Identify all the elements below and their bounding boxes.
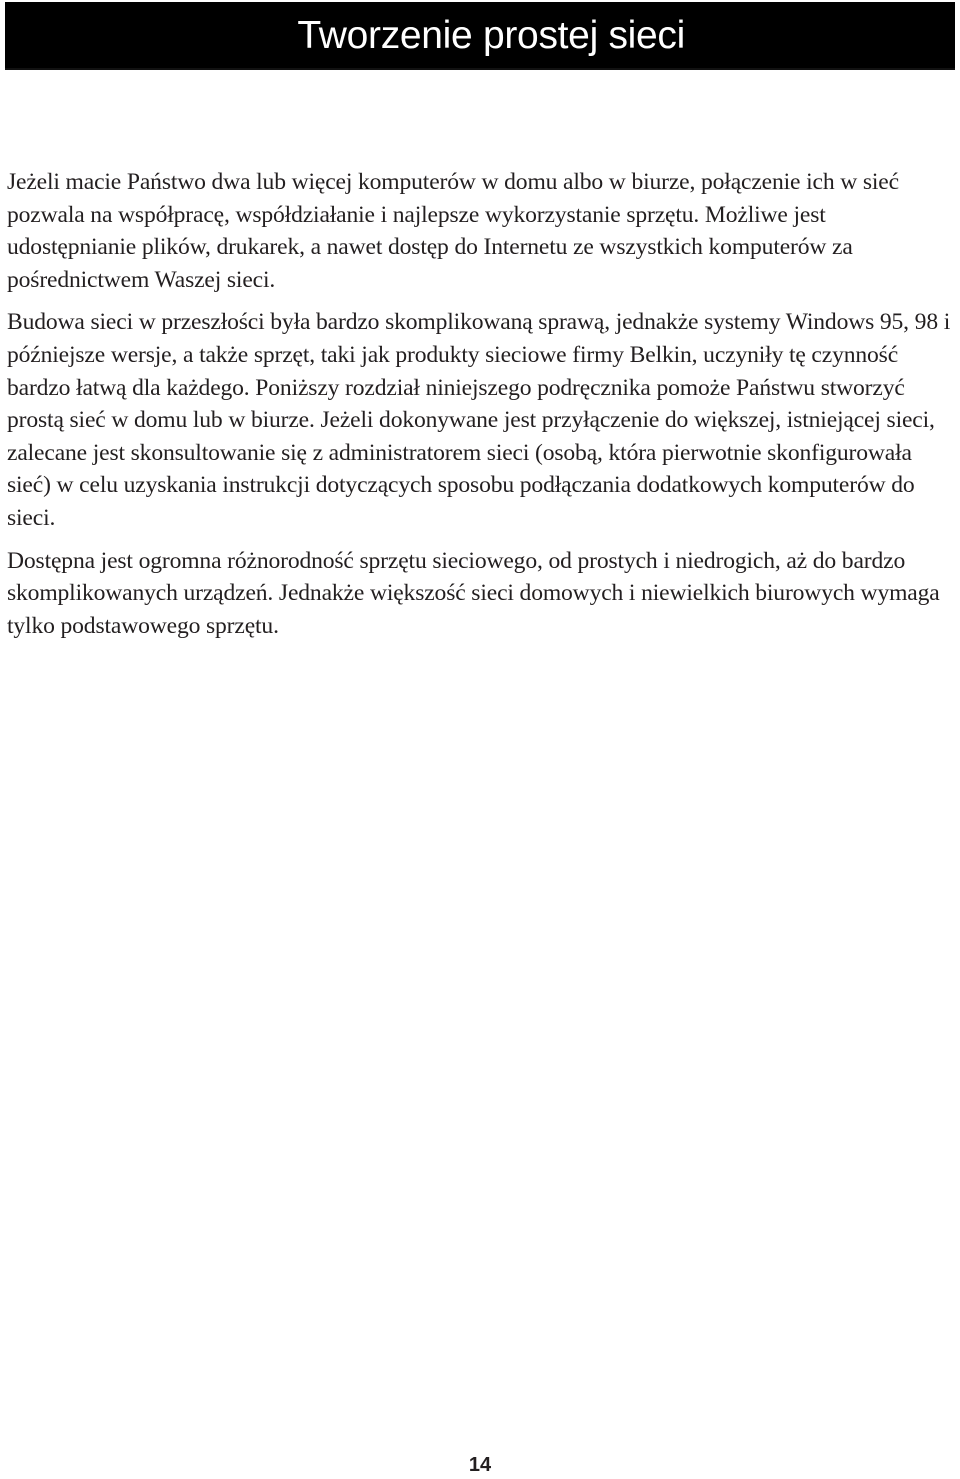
- body-text: [7, 166, 952, 642]
- paragraph-equipment: Dostępna jest ogromna różnorodność sprzętu sieciowego, od prostych i niedrogich, aż do bardzo skomplikowanych urządzeń. Jednakże większość sieci domowych i niewielkich biurowych wymaga tylko podstawowego sprzętu.: [7, 547, 940, 639]
- section-header-bar: [5, 2, 955, 70]
- page-number: 14: [468, 1454, 492, 1476]
- page-title: Tworzenie prostej sieci: [297, 14, 685, 57]
- paragraph-intro: Jeżeli macie Państwo dwa lub więcej komputerów w domu albo w biurze, połączenie ich w sieć pozwala na współpracę, współdziałanie i najlepsze wykorzystanie sprzętu. Możliwe jest udostępnianie plików, drukarek, a nawet dostęp do Internetu ze wszystkich komputerów za pośrednictwem Waszej sieci.: [7, 169, 899, 293]
- paragraph-network-history: Budowa sieci w przeszłości była bardzo skomplikowaną sprawą, jednakże systemy Windows 95, 98 i późniejsze wersje, a także sprzęt, taki jak produkty sieciowe firmy Belkin, uczyniły tę czynność bardzo łatwą dla każdego. Poniższy rozdział niniejszego podręcznika pomoże Państwu stworzyć prostą sieć w domu lub w biurze. Jeżeli dokonywane jest przyłączenie do większej, istniejącej sieci, zalecane jest skonsultowanie się z administratorem sieci (osobą, która pierwotnie skonfigurowała sieć) w celu uzyskania instrukcji dotyczących sposobu podłączania dodatkowych komputerów do sieci.: [7, 309, 951, 531]
